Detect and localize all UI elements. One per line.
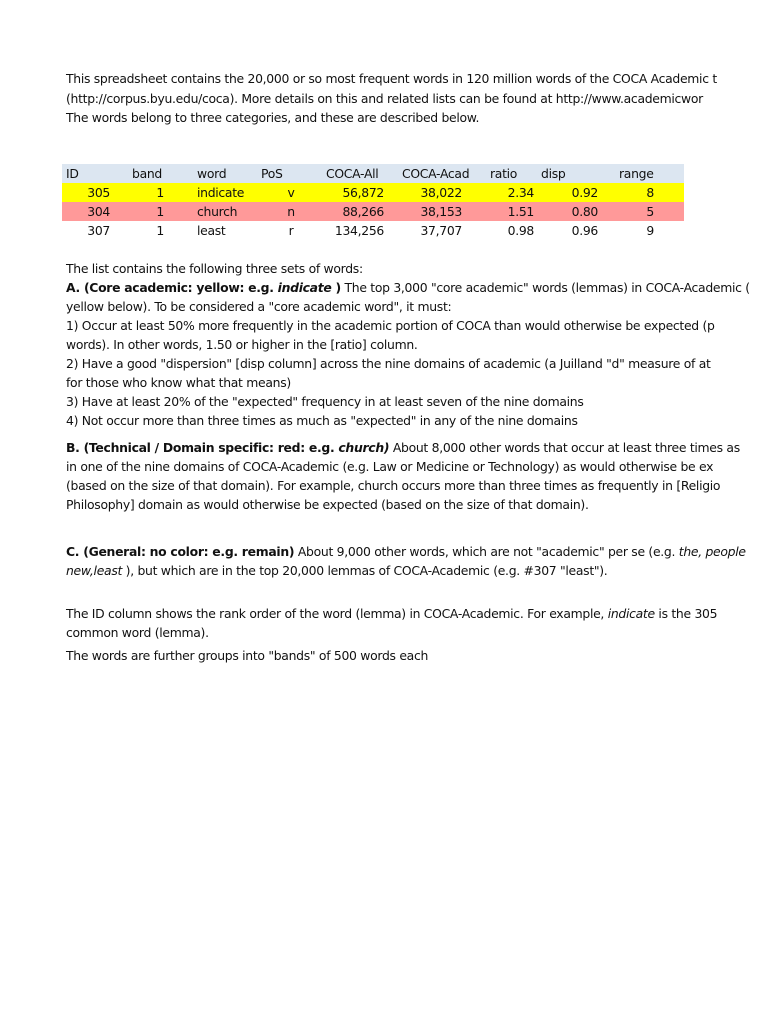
- set-c-text-2: ), but which are in the top 20,000 lemmas of COCA-Academic (e.g. #307 "least").: [122, 563, 608, 578]
- header-range: range: [619, 166, 654, 181]
- sets-intro: The list contains the following three sets of words:: [66, 261, 363, 276]
- id-explanation-line-2: common word (lemma).: [66, 625, 209, 640]
- id-explanation-text: The ID column shows the rank order of the word (lemma) in COCA-Academic. For example,: [66, 606, 608, 621]
- set-a-label-post: ): [331, 280, 341, 295]
- cell-disp: 0.96: [571, 223, 598, 238]
- cell-band: 1: [156, 223, 164, 238]
- header-id: ID: [66, 166, 79, 181]
- bands-explanation: The words are further groups into "bands" of 500 words each: [66, 648, 429, 663]
- cell-word: church: [197, 204, 238, 219]
- id-explanation-line-1: [66, 604, 717, 623]
- table-row: [62, 183, 684, 202]
- set-a-line-2: yellow below). To be considered a "core academic word", it must:: [66, 299, 452, 314]
- cell-pos: n: [287, 204, 295, 219]
- cell-word: least: [197, 223, 226, 238]
- set-a-label: [66, 280, 341, 295]
- cell-band: 1: [156, 185, 164, 200]
- set-c-examples: the, people: [678, 544, 746, 559]
- cell-coca-all: 88,266: [342, 204, 384, 219]
- set-a-line-8: 4) Not occur more than three times as much as "expected" in any of the nine domains: [66, 413, 578, 428]
- cell-id: 307: [87, 223, 110, 238]
- set-a-text: The top 3,000 "core academic" words (lemmas) in COCA-Academic (: [340, 280, 750, 295]
- set-c-text: About 9,000 other words, which are not "academic" per se (e.g.: [294, 544, 679, 559]
- id-explanation-example: indicate: [607, 606, 655, 621]
- set-a-line-7: 3) Have at least 20% of the "expected" frequency in at least seven of the nine domains: [66, 394, 584, 409]
- cell-band: 1: [156, 204, 164, 219]
- set-a-example: indicate: [277, 280, 332, 295]
- cell-id: 304: [87, 204, 110, 219]
- table-header-row: [62, 164, 684, 183]
- set-a-label-pre: A. (Core academic: yellow: e.g.: [66, 280, 278, 295]
- id-explanation-post: is the 305: [654, 606, 718, 621]
- set-b-label: [66, 440, 389, 455]
- cell-disp: 0.80: [571, 204, 598, 219]
- cell-coca-acad: 37,707: [420, 223, 462, 238]
- set-a-line-3: 1) Occur at least 50% more frequently in the academic portion of COCA than would otherwise be expected (p: [66, 318, 715, 333]
- header-coca-acad: COCA-Acad: [402, 166, 470, 181]
- set-b-line-4: Philosophy] domain as would otherwise be expected (based on the size of that domain).: [66, 497, 589, 512]
- set-b-label-pre: B. (Technical / Domain specific: red: e.g.: [66, 440, 339, 455]
- header-band: band: [132, 166, 162, 181]
- cell-ratio: 2.34: [507, 185, 534, 200]
- set-a-line-1: [66, 278, 750, 297]
- intro-line-2: (http://corpus.byu.edu/coca). More details on this and related lists can be found at http://www.academicwor: [66, 91, 703, 106]
- cell-pos: v: [287, 185, 295, 200]
- set-b-example: church): [338, 440, 390, 455]
- set-c-line-1: [66, 542, 746, 561]
- cell-word: indicate: [197, 185, 245, 200]
- table-row: [62, 202, 684, 221]
- cell-coca-all: 134,256: [334, 223, 384, 238]
- set-c-line-2: [66, 561, 607, 580]
- cell-range: 9: [646, 223, 654, 238]
- cell-pos: r: [288, 223, 294, 238]
- cell-coca-acad: 38,022: [420, 185, 462, 200]
- intro-line-1: This spreadsheet contains the 20,000 or so most frequent words in 120 million words of the COCA Academic t: [66, 71, 717, 86]
- cell-range: 8: [646, 185, 654, 200]
- header-disp: disp: [541, 166, 566, 181]
- set-a-line-5: 2) Have a good "dispersion" [disp column] across the nine domains of academic (a Juilland "d" measure of at: [66, 356, 711, 371]
- set-a-line-4: words). In other words, 1.50 or higher in the [ratio] column.: [66, 337, 418, 352]
- set-c-examples-2: new,least: [66, 563, 123, 578]
- table-row: [62, 221, 684, 240]
- cell-coca-all: 56,872: [342, 185, 384, 200]
- header-ratio: ratio: [490, 166, 518, 181]
- set-b-line-1: [66, 438, 740, 457]
- set-b-line-3: (based on the size of that domain). For example, church occurs more than three times as frequently in [Religio: [66, 478, 721, 493]
- set-b-text: About 8,000 other words that occur at least three times as: [389, 440, 740, 455]
- set-b-line-2: in one of the nine domains of COCA-Academic (e.g. Law or Medicine or Technology) as would otherwise be ex: [66, 459, 714, 474]
- intro-line-3: The words belong to three categories, and these are described below.: [66, 110, 480, 125]
- cell-range: 5: [646, 204, 654, 219]
- cell-ratio: 0.98: [507, 223, 534, 238]
- set-a-line-6: for those who know what that means): [66, 375, 291, 390]
- cell-disp: 0.92: [571, 185, 598, 200]
- set-c-label: C. (General: no color: e.g. remain): [66, 544, 295, 559]
- header-word: word: [197, 166, 227, 181]
- cell-coca-acad: 38,153: [420, 204, 462, 219]
- header-pos: PoS: [261, 166, 283, 181]
- cell-ratio: 1.51: [507, 204, 534, 219]
- cell-id: 305: [87, 185, 110, 200]
- header-coca-all: COCA-All: [326, 166, 379, 181]
